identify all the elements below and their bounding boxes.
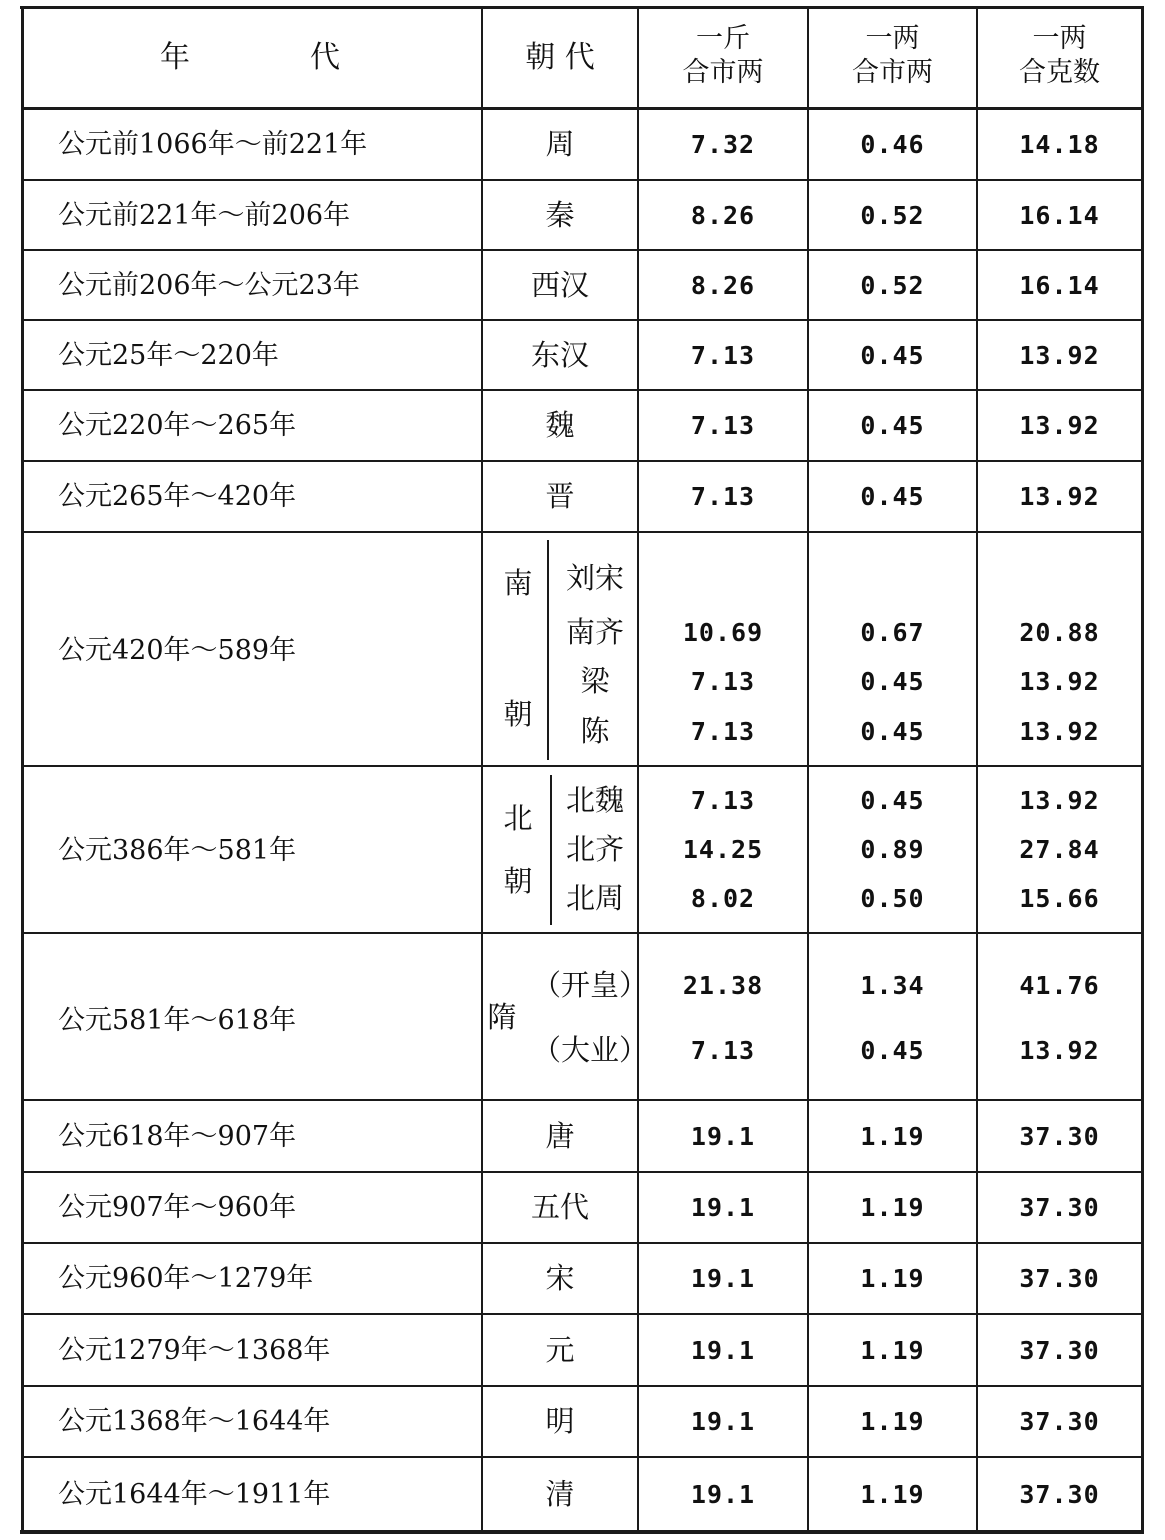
grams-value: 13.92 bbox=[1019, 340, 1100, 370]
liang-value: 0.52 bbox=[860, 270, 925, 300]
jin-value: 7.13 bbox=[690, 340, 756, 370]
liang-value: 0.45 bbox=[860, 785, 925, 815]
table-rule bbox=[22, 389, 1142, 391]
jin-value: 8.26 bbox=[690, 200, 756, 230]
table-rule bbox=[1141, 7, 1144, 1532]
header-grams-line: 合克数 bbox=[1019, 57, 1100, 89]
era-cell: 公元907年～960年 bbox=[58, 1192, 297, 1223]
table-rule bbox=[22, 1456, 1142, 1458]
grams-value: 27.84 bbox=[1019, 834, 1100, 864]
grams-value: 37.30 bbox=[1019, 1121, 1100, 1151]
jin-value: 7.13 bbox=[690, 482, 756, 511]
era-cell: 公元960年～1279年 bbox=[58, 1263, 314, 1294]
jin-value: 10.69 bbox=[682, 617, 764, 647]
liang-value: 1.19 bbox=[860, 1121, 925, 1151]
sub-period-name: （开皇） bbox=[532, 967, 649, 1002]
sub-period-name: （大业） bbox=[532, 1032, 649, 1067]
liang-value: 1.19 bbox=[860, 1193, 925, 1222]
sub-dynasty-name: 北魏 bbox=[565, 782, 624, 817]
liang-value: 1.19 bbox=[860, 1264, 925, 1293]
sub-dynasty-name: 南齐 bbox=[565, 614, 624, 649]
era-cell: 公元618年～907年 bbox=[58, 1120, 297, 1152]
table-rule bbox=[22, 765, 1142, 767]
dynasty-cell: 魏 bbox=[545, 408, 575, 442]
group-label: 朝 bbox=[503, 863, 533, 898]
table-rule bbox=[21, 7, 24, 1532]
table-rule bbox=[22, 932, 1142, 934]
grams-value: 13.92 bbox=[1019, 411, 1100, 440]
jin-value: 14.25 bbox=[682, 834, 764, 864]
jin-value: 7.13 bbox=[690, 716, 756, 746]
jin-value: 7.13 bbox=[690, 785, 756, 815]
dynasty-cell: 东汉 bbox=[530, 337, 589, 372]
dynasty-cell: 唐 bbox=[545, 1118, 575, 1153]
jin-value: 8.02 bbox=[690, 883, 756, 913]
dynasty-cell: 秦 bbox=[545, 197, 575, 232]
jin-value: 7.13 bbox=[690, 666, 756, 696]
dynasty-cell: 周 bbox=[545, 126, 575, 161]
liang-value: 1.19 bbox=[860, 1407, 925, 1436]
liang-value: 0.45 bbox=[860, 340, 925, 370]
era-cell: 公元1644年～1911年 bbox=[58, 1479, 331, 1510]
jin-value: 19.1 bbox=[690, 1193, 756, 1222]
table-rule bbox=[22, 531, 1142, 533]
era-cell: 公元前206年～公元23年 bbox=[58, 269, 360, 301]
era-cell: 公元265年～420年 bbox=[58, 481, 297, 512]
jin-value: 7.13 bbox=[690, 1035, 756, 1065]
table-rule bbox=[22, 249, 1142, 251]
grams-value: 16.14 bbox=[1019, 200, 1100, 230]
table-rule bbox=[22, 1099, 1142, 1101]
table-rule bbox=[22, 1313, 1142, 1315]
grams-value: 20.88 bbox=[1019, 617, 1100, 647]
header-era-char: 年 bbox=[160, 39, 190, 75]
table-rule bbox=[22, 107, 1142, 110]
table-rule bbox=[481, 7, 483, 1532]
table-rule bbox=[976, 7, 978, 1532]
liang-value: 0.67 bbox=[860, 617, 925, 647]
liang-value: 0.45 bbox=[860, 482, 925, 511]
jin-value: 19.1 bbox=[690, 1407, 756, 1436]
grams-value: 37.30 bbox=[1019, 1193, 1100, 1222]
grams-value: 13.92 bbox=[1019, 666, 1100, 696]
liang-value: 0.45 bbox=[860, 666, 925, 696]
liang-value: 0.89 bbox=[860, 834, 925, 864]
group-label: 南 bbox=[503, 565, 533, 600]
header-dynasty: 朝 代 bbox=[525, 39, 595, 75]
group-label: 朝 bbox=[503, 696, 533, 731]
era-cell: 公元386年～581年 bbox=[58, 834, 297, 866]
liang-value: 0.45 bbox=[860, 716, 925, 746]
table-rule bbox=[22, 319, 1142, 321]
dynasty-cell: 宋 bbox=[545, 1261, 575, 1295]
jin-value: 19.1 bbox=[690, 1121, 756, 1151]
table-rule bbox=[637, 7, 639, 1532]
liang-value: 0.45 bbox=[860, 411, 925, 440]
jin-value: 19.1 bbox=[690, 1335, 756, 1365]
table-rule bbox=[22, 1242, 1142, 1244]
header-jin-line: 一斤 bbox=[696, 23, 750, 55]
era-cell: 公元1279年～1368年 bbox=[58, 1334, 331, 1366]
liang-value: 0.52 bbox=[860, 200, 925, 230]
era-cell: 公元前221年～前206年 bbox=[58, 199, 351, 231]
dynasty-cell: 五代 bbox=[530, 1190, 589, 1224]
jin-value: 19.1 bbox=[690, 1264, 756, 1293]
dynasty-cell: 晋 bbox=[545, 479, 575, 513]
sub-dynasty-name: 北周 bbox=[565, 880, 624, 915]
sub-dynasty-name: 梁 bbox=[580, 663, 610, 698]
grams-value: 16.14 bbox=[1019, 270, 1100, 300]
grams-value: 13.92 bbox=[1019, 1035, 1100, 1065]
jin-value: 21.38 bbox=[682, 970, 764, 1000]
grams-value: 14.18 bbox=[1019, 129, 1100, 159]
header-era-char: 代 bbox=[310, 39, 340, 75]
dynasty-cell: 西汉 bbox=[530, 267, 589, 302]
header-jin-line: 合市两 bbox=[682, 57, 764, 89]
header-liang-line: 一两 bbox=[865, 23, 920, 55]
table-rule bbox=[22, 1171, 1142, 1173]
grams-value: 13.92 bbox=[1019, 482, 1100, 511]
grams-value: 37.30 bbox=[1019, 1480, 1100, 1509]
grams-value: 41.76 bbox=[1019, 970, 1100, 1000]
sub-dynasty-name: 北齐 bbox=[565, 831, 624, 866]
header-liang-line: 合市两 bbox=[852, 57, 933, 89]
liang-value: 0.46 bbox=[860, 129, 925, 159]
header-grams-line: 一两 bbox=[1032, 23, 1087, 55]
jin-value: 19.1 bbox=[690, 1480, 756, 1509]
grams-value: 13.92 bbox=[1019, 785, 1100, 815]
grams-value: 15.66 bbox=[1019, 883, 1100, 913]
era-cell: 公元420年～589年 bbox=[58, 634, 297, 666]
grams-value: 37.30 bbox=[1019, 1335, 1100, 1365]
grams-value: 13.92 bbox=[1019, 716, 1100, 746]
group-label: 北 bbox=[503, 800, 533, 835]
grams-value: 37.30 bbox=[1019, 1407, 1100, 1436]
liang-value: 1.19 bbox=[860, 1480, 925, 1509]
dynasty-cell: 明 bbox=[545, 1404, 575, 1438]
table-rule bbox=[22, 179, 1142, 181]
table-rule bbox=[22, 460, 1142, 462]
sub-dynasty-name: 刘宋 bbox=[565, 560, 624, 595]
table-rule bbox=[22, 1385, 1142, 1387]
group-label: 隋 bbox=[487, 999, 517, 1034]
era-cell: 公元220年～265年 bbox=[58, 410, 297, 441]
era-cell: 公元前1066年～前221年 bbox=[58, 128, 368, 160]
dynasty-cell: 元 bbox=[545, 1332, 575, 1367]
liang-value: 0.50 bbox=[860, 883, 925, 913]
liang-value: 1.19 bbox=[860, 1335, 925, 1365]
sub-dynasty-name: 陈 bbox=[580, 713, 610, 748]
era-cell: 公元1368年～1644年 bbox=[58, 1406, 331, 1437]
jin-value: 7.32 bbox=[690, 129, 756, 159]
jin-value: 7.13 bbox=[690, 411, 756, 440]
liang-value: 1.34 bbox=[860, 970, 925, 1000]
era-cell: 公元25年～220年 bbox=[58, 339, 279, 371]
table-rule bbox=[547, 540, 549, 760]
grams-value: 37.30 bbox=[1019, 1264, 1100, 1293]
liang-value: 0.45 bbox=[860, 1035, 925, 1065]
era-cell: 公元581年～618年 bbox=[58, 1004, 297, 1036]
jin-value: 8.26 bbox=[690, 270, 756, 300]
dynasty-cell: 清 bbox=[545, 1477, 575, 1511]
table-rule bbox=[807, 7, 809, 1532]
